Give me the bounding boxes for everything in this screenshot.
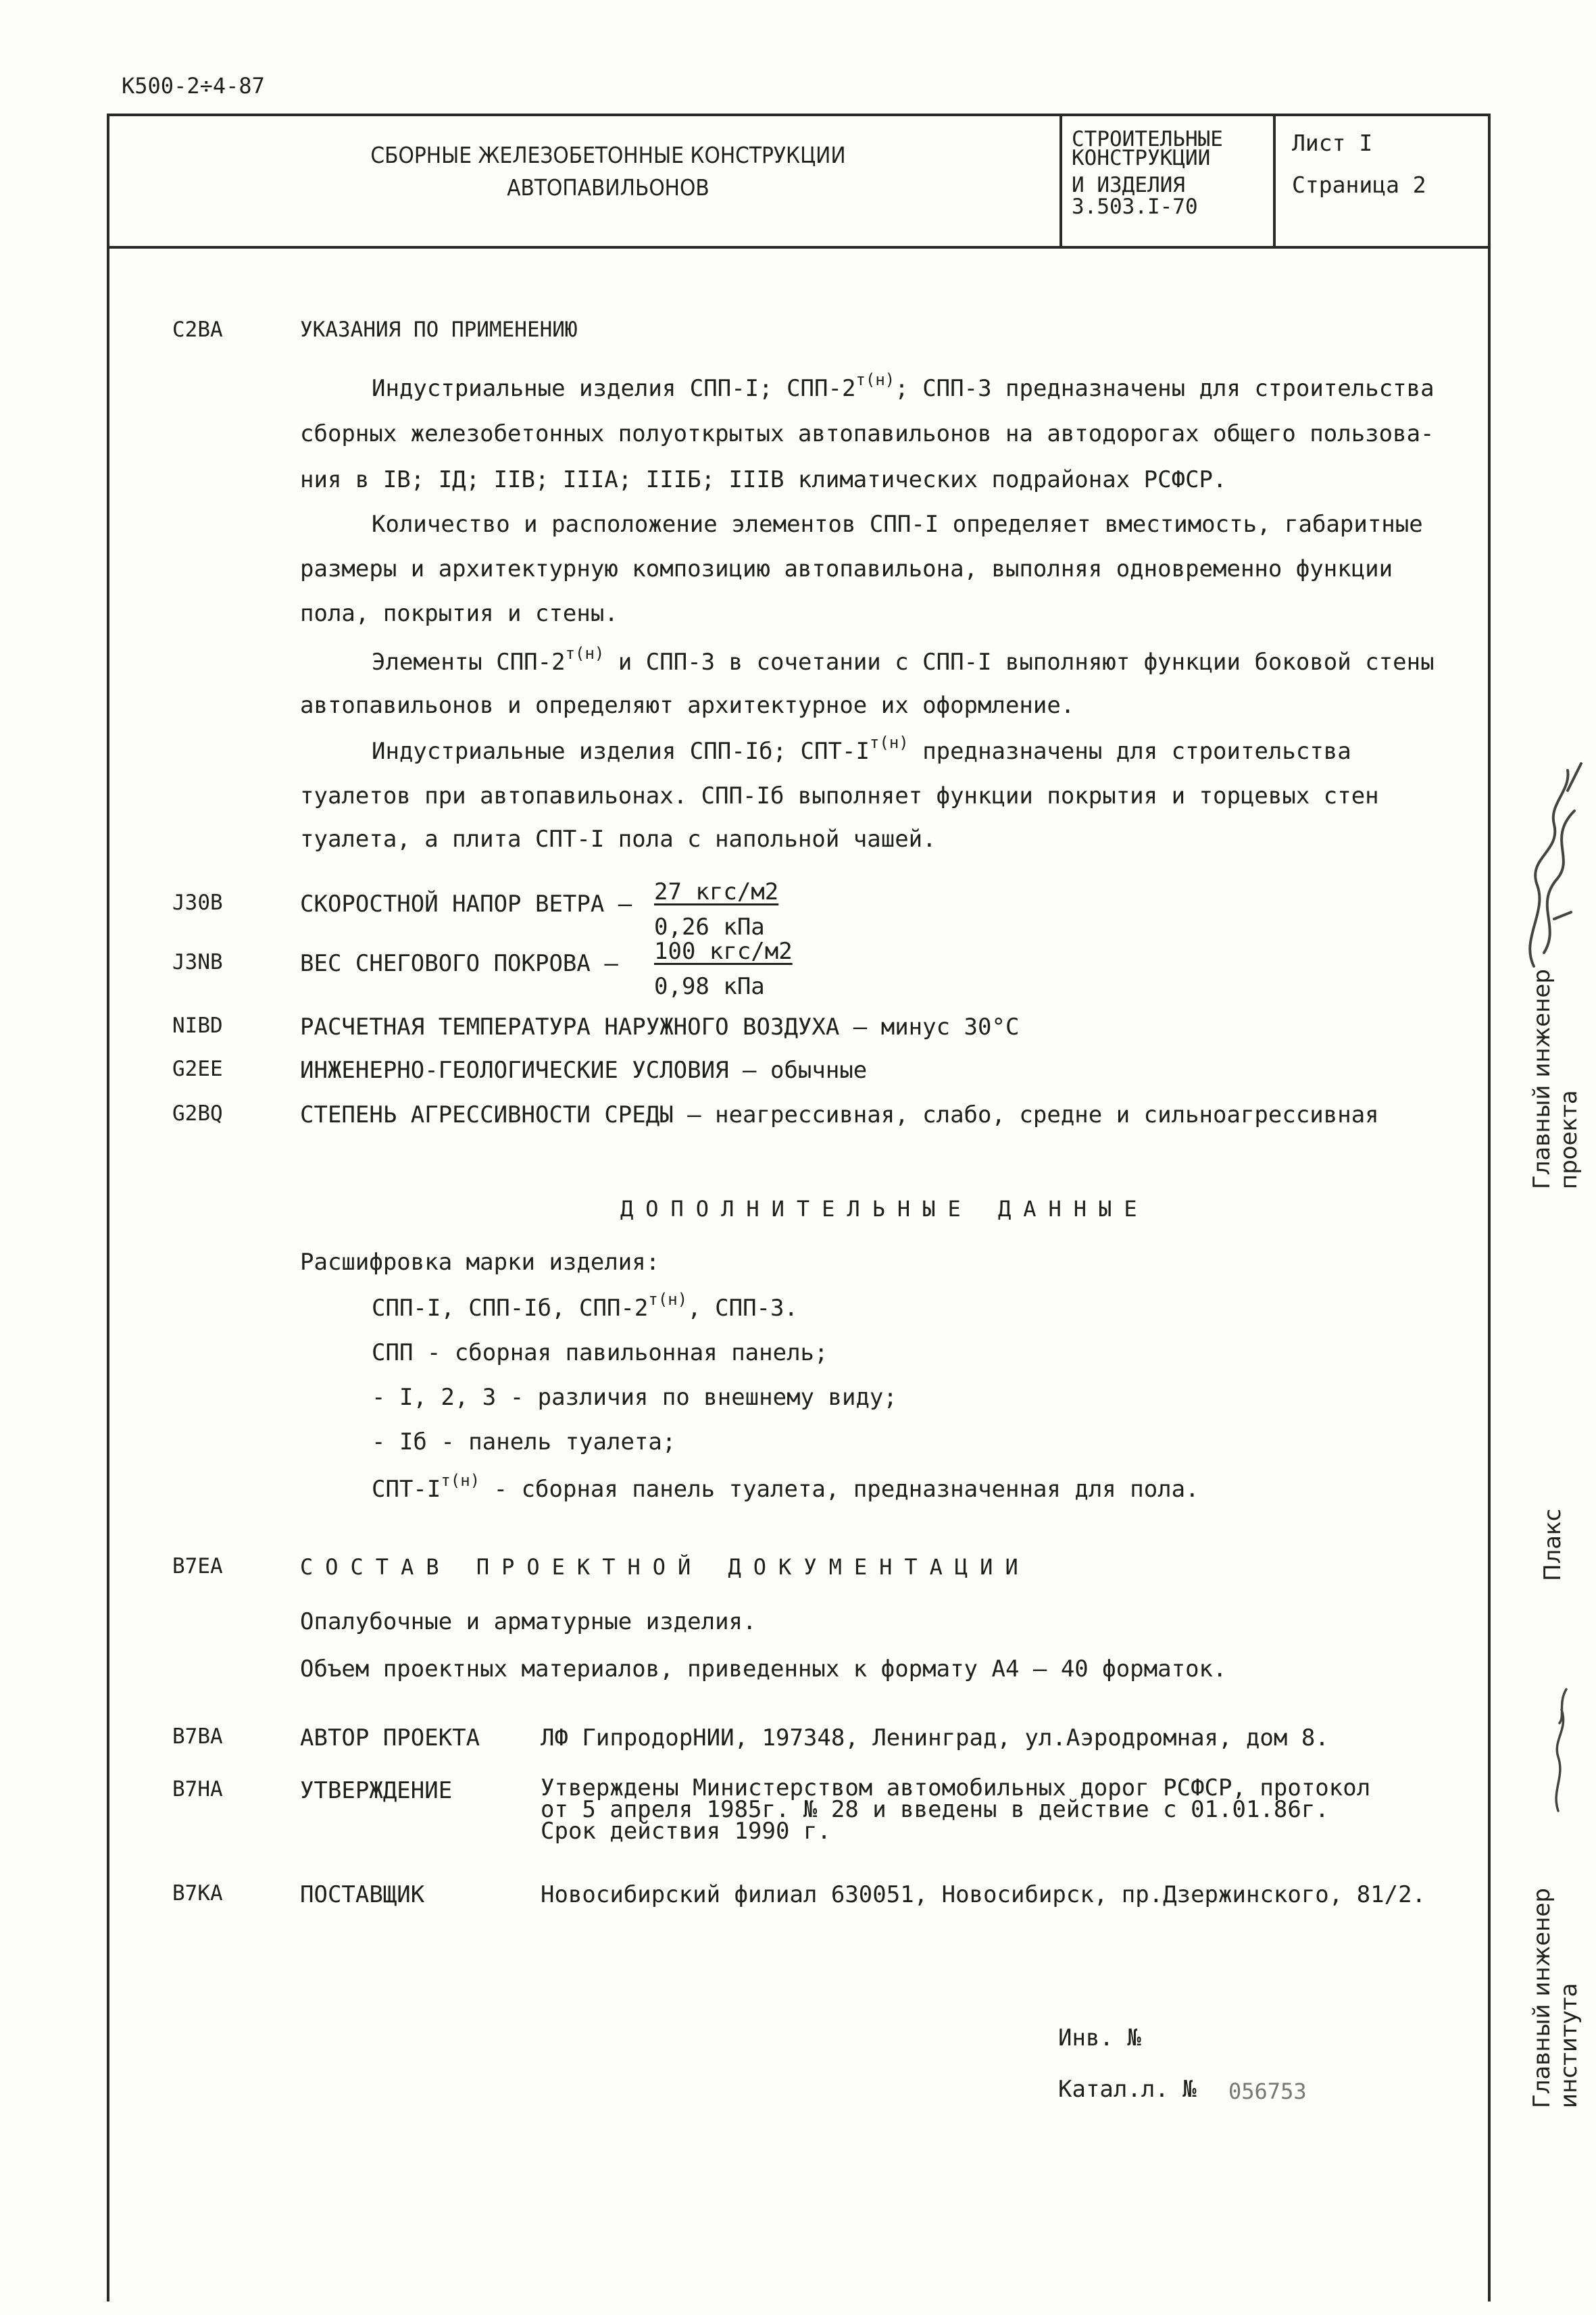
document-code: К500-2÷4-87 xyxy=(122,73,265,99)
page-frame-right xyxy=(1488,247,1491,2301)
inventory-number: Инв. № xyxy=(1058,2024,1141,2051)
usage-paragraph-2-line2: размеры и архитектурную композицию автопавильона, выполняя одновременно функции xyxy=(300,555,1393,582)
usage-paragraph-1-line1: Индустриальные изделия СПП-I; СПП-$2^{т(н)}$; СПП-3 предназначены для строительства xyxy=(372,370,1435,402)
usage-paragraph-3-line1: Элементы СПП-$2^{т(н)}$ и СПП-3 в сочетании с СПП-I выполняют функции боковой стены xyxy=(372,644,1435,676)
composition-heading: СОСТАВ ПРОЕКТНОЙ ДОКУМЕНТАЦИИ xyxy=(300,1554,1030,1580)
catalog-sheet-number: 056753 xyxy=(1228,2078,1307,2104)
sheet-number: Лист I xyxy=(1292,130,1373,156)
series-line1: СТРОИТЕЛЬНЫЕ xyxy=(1072,127,1223,151)
document-title-line2: АВТОПАВИЛЬОНОВ xyxy=(507,174,709,201)
page-number: Страница 2 xyxy=(1292,172,1426,198)
side-label-chief-engineer-institute: Главный инженер института xyxy=(1528,1888,1582,2108)
signature-checker xyxy=(1538,1683,1578,1818)
usage-paragraph-4-line2: туалетов при автопавильонах. СПП-Iб выполняет функции покрытия и торцевых стен xyxy=(300,782,1379,810)
series-number: 3.503.I-70 xyxy=(1072,195,1198,219)
usage-paragraph-1-line3: ния в IВ; IД; IIВ; IIIА; IIIБ; IIIВ климатических подрайонах РСФСР. xyxy=(300,466,1227,493)
composition-code: B7EA xyxy=(172,1554,223,1578)
param-value-numerator: 100 кгс/м2 xyxy=(654,938,793,965)
mark-variants: - I, 2, 3 - различия по внешнему виду; xyxy=(372,1384,897,1411)
composition-line1: Опалубочные и арматурные изделия. xyxy=(300,1608,757,1635)
side-label-chief-engineer-project: Главный инженер проекта xyxy=(1528,969,1582,1189)
usage-paragraph-1-line2: сборных железобетонных полуоткрытых автопавильонов на автодорогах общего пользова- xyxy=(300,420,1435,447)
author-label: АВТОР ПРОЕКТА xyxy=(300,1724,480,1751)
signature-chief-engineer-project xyxy=(1507,750,1595,973)
param-value-numerator: 27 кгс/м2 xyxy=(654,878,779,905)
approval-code: B7HA xyxy=(172,1777,223,1801)
series-line3: И ИЗДЕЛИЯ xyxy=(1072,173,1185,197)
mark-spp: СПП - сборная павильонная панель; xyxy=(372,1339,828,1366)
author-value: ЛФ ГипродорНИИ, 197348, Ленинград, ул.Аэродромная, дом 8. xyxy=(541,1724,1329,1751)
supplier-label: ПОСТАВЩИК xyxy=(300,1881,425,1908)
mark-ib: - Iб - панель туалета; xyxy=(372,1428,676,1455)
usage-paragraph-3-line2: автопавильонов и определяют архитектурное их оформление. xyxy=(300,692,1075,719)
condition-row: РАСЧЕТНАЯ ТЕМПЕРАТУРА НАРУЖНОГО ВОЗДУХА – минус 30°С xyxy=(300,1014,1020,1041)
usage-paragraph-2-line3: пола, покрытия и стены. xyxy=(300,600,618,627)
author-code: B7BA xyxy=(172,1724,223,1749)
param-value-denominator: 0,26 кПа xyxy=(654,914,765,941)
series-line2: КОНСТРУКЦИИ xyxy=(1072,146,1211,170)
side-label-checker: Плакс xyxy=(1539,1508,1566,1581)
supplier-value: Новосибирский филиал 630051, Новосибирск, пр.Дзержинского, 81/2. xyxy=(541,1881,1426,1908)
approval-line3: Срок действия 1990 г. xyxy=(541,1818,831,1845)
usage-heading: УКАЗАНИЯ ПО ПРИМЕНЕНИЮ xyxy=(300,318,578,342)
approval-line1: Утверждены Министерством автомобильных дорог РСФСР, протокол xyxy=(541,1774,1371,1801)
param-label: ВЕС СНЕГОВОГО ПОКРОВА – xyxy=(300,950,618,977)
usage-code: C2BA xyxy=(172,318,223,342)
mark-spt: СПТ-$I^{т(н)}$ - сборная панель туалета, предназначенная для пола. xyxy=(372,1471,1199,1503)
additional-data-heading: ДОПОЛНИТЕЛЬНЫЕ ДАННЫЕ xyxy=(620,1196,1149,1222)
usage-paragraph-4-line1: Индустриальные изделия СПП-Iб; СПТ-$I^{т(н)}$ предназначены для строительства xyxy=(372,733,1351,765)
approval-label: УТВЕРЖДЕНИЕ xyxy=(300,1777,453,1804)
usage-paragraph-4-line3: туалета, а плита СПТ-I пола с напольной чашей. xyxy=(300,826,937,853)
param-value-denominator: 0,98 кПа xyxy=(654,973,765,1000)
page-frame-left xyxy=(107,247,109,2301)
condition-row: СТЕПЕНЬ АГРЕССИВНОСТИ СРЕДЫ – неагрессивная, слабо, средне и сильноагрессивная xyxy=(300,1101,1379,1128)
catalog-sheet-label: Катал.л. № xyxy=(1058,2076,1197,2103)
param-code: J3NB xyxy=(172,950,223,974)
usage-paragraph-2-line1: Количество и расположение элементов СПП-I определяет вместимость, габаритные xyxy=(372,511,1423,538)
condition-code: G2EE xyxy=(172,1057,223,1081)
composition-line2: Объем проектных материалов, приведенных к формату А4 – 40 форматок. xyxy=(300,1656,1227,1683)
mark-list: СПП-I, СПП-Iб, СПП-$2^{т(н)}$, СПП-3. xyxy=(372,1290,798,1322)
condition-code: G2BQ xyxy=(172,1101,223,1126)
mark-decoding-intro: Расшифровка марки изделия: xyxy=(300,1249,660,1276)
document-title-line1: СБОРНЫЕ ЖЕЛЕЗОБЕТОННЫЕ КОНСТРУКЦИИ xyxy=(370,142,846,168)
param-label: СКОРОСТНОЙ НАПОР ВЕТРА – xyxy=(300,891,632,918)
param-code: J30B xyxy=(172,891,223,915)
approval-line2: от 5 апреля 1985г. № 28 и введены в действие с 01.01.86г. xyxy=(541,1796,1329,1823)
condition-code: NIBD xyxy=(172,1014,223,1038)
supplier-code: B7KA xyxy=(172,1881,223,1906)
condition-row: ИНЖЕНЕРНО-ГЕОЛОГИЧЕСКИЕ УСЛОВИЯ – обычные xyxy=(300,1057,868,1084)
